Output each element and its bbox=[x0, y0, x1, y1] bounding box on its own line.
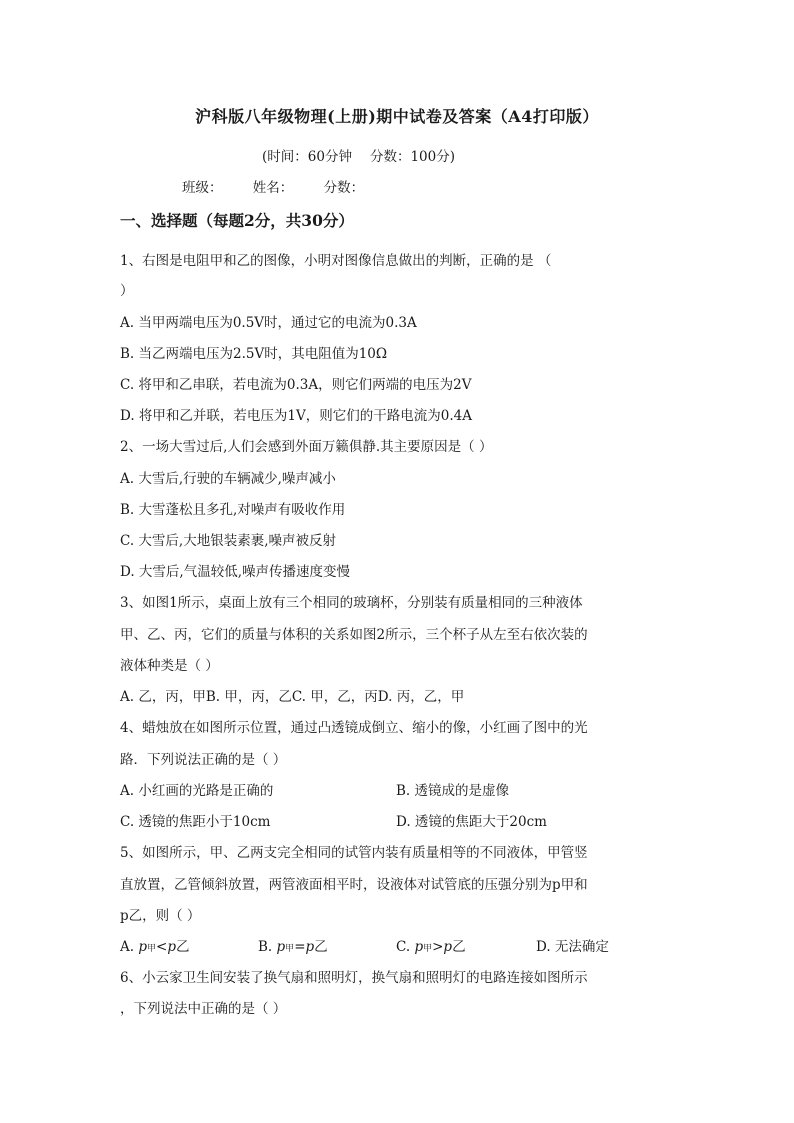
q4-stem-line2: 路．下列说法正确的是（ ） bbox=[120, 752, 287, 768]
name-label: 姓名： bbox=[252, 180, 294, 196]
q5-option-b-prefix: B. bbox=[258, 939, 277, 955]
q5-option-c-sub2: 乙 bbox=[452, 939, 466, 955]
score-label: 分数： bbox=[323, 180, 365, 196]
q3-stem-line2: 甲、乙、丙，它们的质量与体积的关系如图2所示，三个杯子从左至右依次装的 bbox=[120, 627, 588, 643]
q6-stem-line1: 6、小云家卫生间安装了换气扇和照明灯，换气扇和照明灯的电路连接如图所示 bbox=[120, 970, 588, 986]
q5-option-b bbox=[258, 935, 328, 955]
q5-option-a bbox=[120, 935, 189, 955]
q5-option-b-p2: p bbox=[305, 939, 315, 955]
exam-duration-score bbox=[262, 145, 455, 165]
page-title: 沪科版八年级物理(上册)期中试卷及答案（A4打印版） bbox=[195, 107, 599, 126]
q5-option-a-operator: < bbox=[156, 939, 168, 955]
q3-options: A. 乙，丙，甲B. 甲，丙，乙C. 甲，乙，丙D. 丙，乙，甲 bbox=[120, 689, 465, 705]
q4-option-c: C. 透镜的焦距小于10cm bbox=[120, 814, 271, 830]
total-score-label: 分数：100分) bbox=[369, 149, 455, 165]
q5-option-a-sub2: 乙 bbox=[175, 939, 190, 955]
q5-option-c bbox=[396, 935, 466, 955]
q5-option-a-sub1: 甲 bbox=[147, 944, 157, 954]
q4-option-d: D. 透镜的焦距大于20cm bbox=[396, 814, 547, 830]
q5-option-a-prefix: A. bbox=[120, 939, 139, 955]
q1-stem-line1: 1、右图是电阻甲和乙的图像，小明对图像信息做出的判断，正确的是 （ bbox=[120, 253, 552, 269]
q5-option-d: D. 无法确定 bbox=[536, 939, 609, 955]
q5-option-b-sub2: 乙 bbox=[314, 939, 328, 955]
q2-option-d: D. 大雪后,气温较低,噪声传播速度变慢 bbox=[120, 564, 351, 580]
q5-option-a-p1: p bbox=[138, 939, 147, 955]
q5-option-c-p2: p bbox=[443, 939, 453, 955]
q4-option-b: B. 透镜成的是虚像 bbox=[396, 783, 510, 799]
q5-stem-line3: p乙，则（ ） bbox=[120, 908, 201, 924]
q4-stem-line1: 4、蜡烛放在如图所示位置，通过凸透镜成倒立、缩小的像，小红画了图中的光 bbox=[120, 720, 588, 736]
q2-option-b: B. 大雪蓬松且多孔,对噪声有吸收作用 bbox=[120, 502, 346, 518]
q1-option-b: B. 当乙两端电压为2.5V时，其电阻值为10Ω bbox=[120, 346, 388, 362]
q6-stem-line2: ，下列说法中正确的是（ ） bbox=[120, 1001, 287, 1017]
q3-stem-line1: 3、如图1所示，桌面上放有三个相同的玻璃杯，分别装有质量相同的三种液体 bbox=[120, 595, 583, 611]
q5-option-b-operator: = bbox=[294, 939, 306, 955]
class-label: 班级： bbox=[182, 180, 223, 196]
q5-option-c-operator: > bbox=[432, 939, 444, 955]
q5-option-c-prefix: C. bbox=[396, 939, 415, 955]
q5-option-a-p2: p bbox=[167, 939, 176, 955]
q5-stem-line2: 直放置，乙管倾斜放置，两管液面相平时，设液体对试管底的压强分别为p甲和 bbox=[120, 877, 588, 893]
student-info-line bbox=[182, 176, 390, 196]
q1-option-c: C. 将甲和乙串联，若电流为0.3A，则它们两端的电压为2V bbox=[120, 377, 472, 393]
q5-option-b-p1: p bbox=[276, 939, 286, 955]
q5-stem-line1: 5、如图所示，甲、乙两支完全相同的试管内装有质量相等的不同液体，甲管竖 bbox=[120, 845, 588, 861]
q5-option-c-p1: p bbox=[414, 939, 424, 955]
section-heading-choice: 一、选择题（每题2分，共30分） bbox=[120, 211, 354, 230]
q2-option-c: C. 大雪后,大地银装素裹,噪声被反射 bbox=[120, 533, 337, 549]
time-label: (时间：60分钟 bbox=[262, 149, 352, 165]
q1-option-d: D. 将甲和乙并联，若电压为1V，则它们的干路电流为0.4A bbox=[120, 408, 472, 424]
q2-option-a: A. 大雪后,行驶的车辆减少,噪声减小 bbox=[120, 471, 336, 487]
q1-stem-line2: ） bbox=[120, 283, 134, 299]
q5-option-b-sub1: 甲 bbox=[285, 944, 295, 954]
q1-option-a: A. 当甲两端电压为0.5V时，通过它的电流为0.3A bbox=[120, 315, 417, 331]
q2-stem: 2、一场大雪过后,人们会感到外面万籁俱静.其主要原因是（ ） bbox=[120, 439, 493, 455]
q5-option-c-sub1: 甲 bbox=[423, 944, 433, 954]
q4-option-a: A. 小红画的光路是正确的 bbox=[120, 783, 274, 799]
q3-stem-line3: 液体种类是（ ） bbox=[120, 658, 219, 674]
